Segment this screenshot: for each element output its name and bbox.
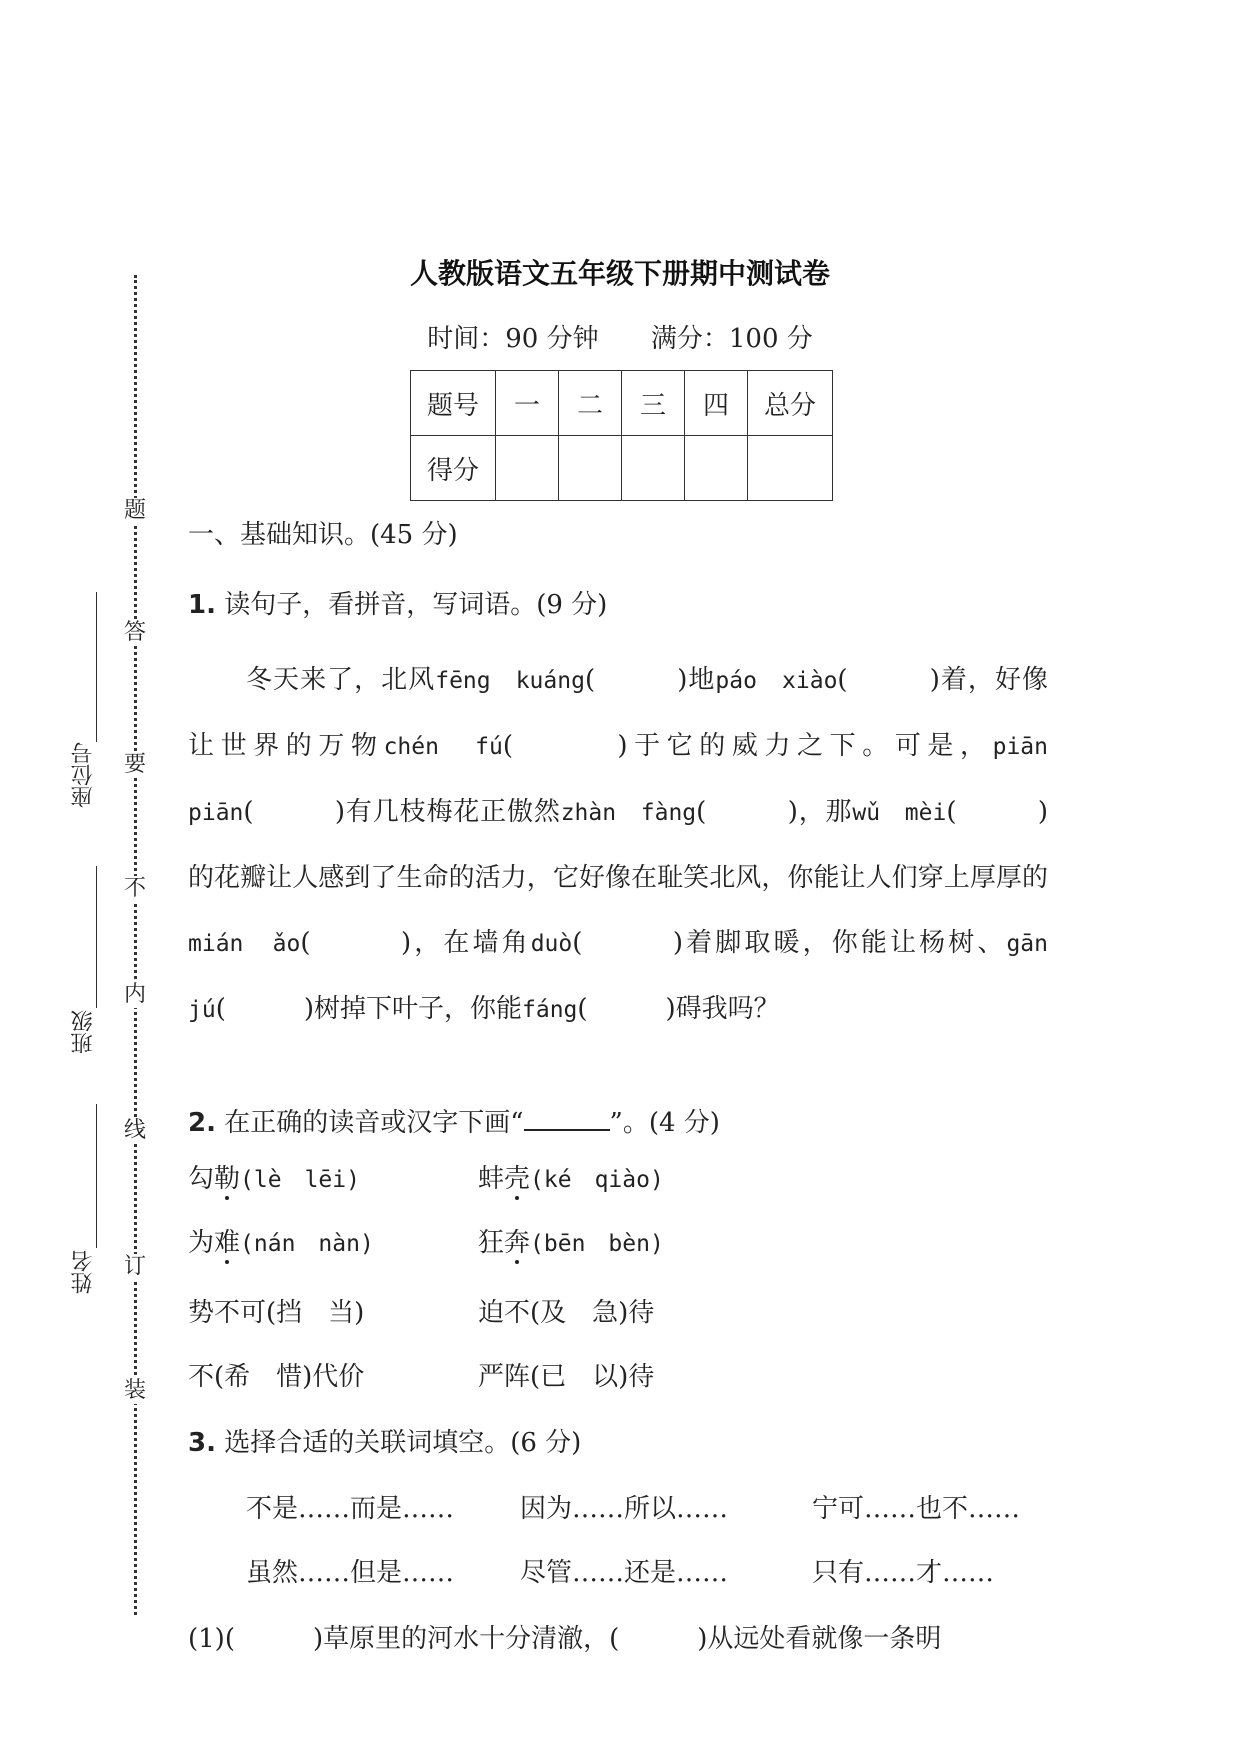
seat-number-field[interactable] [96, 592, 97, 742]
item-char: 为 [188, 1228, 215, 1258]
pinyin: chén fú [383, 734, 503, 760]
class-label: 班级 [71, 1010, 96, 1054]
conjunction-option: 宁可……也不…… [812, 1494, 1021, 1524]
header-cell: 题号 [411, 371, 496, 436]
conjunction-option: 不是……而是…… [246, 1494, 455, 1524]
pinyin: wǔ mèi [852, 800, 947, 826]
answer-blank[interactable]: ( )的花瓣让人感到了生命的活力，它好像在耻笑北风，你能让人们穿上厚厚的 [188, 797, 1048, 893]
score-cell[interactable] [496, 436, 559, 501]
seal-char: 要 [123, 752, 146, 777]
dotted-char: 壳 [504, 1164, 531, 1194]
pinyin-options: (ké qiào) [530, 1167, 664, 1193]
pinyin: fēng kuáng [435, 668, 585, 694]
dotted-char: 勒 [214, 1164, 241, 1194]
item-char: 勾 [188, 1164, 215, 1194]
answer-blank[interactable]: ( )，在墙角 [300, 928, 531, 958]
seal-char: 装 [123, 1378, 146, 1403]
score-table-score-row [411, 436, 833, 501]
pinyin: piān piān [188, 734, 1071, 826]
seal-char: 不 [123, 876, 146, 901]
passage-text: 好像让世界的万物 [188, 665, 1048, 761]
header-cell: 一 [496, 371, 559, 436]
seal-char: 线 [123, 1118, 146, 1143]
name-field[interactable] [96, 1104, 97, 1248]
score-cell[interactable] [748, 436, 833, 501]
underline-sample [524, 1107, 610, 1131]
answer-blank[interactable]: ( )，那 [696, 797, 853, 827]
question-text: 读句子，看拼音，写词语。(9 分) [224, 590, 608, 620]
passage-text: 冬天来了，北风 [246, 665, 436, 695]
question-number: 2. [188, 1108, 216, 1138]
pinyin-options: (nán nàn) [240, 1231, 374, 1257]
answer-blank[interactable]: ( )碍我吗？ [577, 994, 780, 1024]
pinyin: mián ǎo [188, 931, 301, 957]
score-cell[interactable] [685, 436, 748, 501]
q2-item[interactable] [478, 1158, 664, 1195]
seal-char: 订 [123, 1254, 146, 1279]
question-number: 1. [188, 590, 216, 620]
question-text: 选择合适的关联词填空。(6 分) [224, 1428, 582, 1458]
pinyin: fáng [522, 997, 578, 1023]
answer-blank[interactable]: ( )着脚取暖，你能让杨树、 [572, 928, 1007, 958]
dotted-char: 难 [214, 1228, 241, 1258]
seal-char: 内 [123, 982, 146, 1007]
answer-blank[interactable]: ( )于它的威力之下。可是， [502, 731, 993, 761]
answer-blank[interactable]: ( )树掉下叶子，你能 [215, 994, 522, 1024]
q2-item[interactable] [478, 1222, 664, 1259]
full-score: 满分：100 分 [650, 324, 813, 354]
q2-item[interactable]: 不(希 惜)代价 [188, 1362, 365, 1392]
header-cell: 四 [685, 371, 748, 436]
conjunction-option: 尽管……还是…… [520, 1558, 729, 1588]
seal-char: 题 [123, 498, 146, 523]
score-cell[interactable] [559, 436, 622, 501]
pinyin-options: (lè lēi) [240, 1167, 360, 1193]
question-1 [188, 584, 607, 621]
pinyin: páo xiào [715, 668, 838, 694]
item-char: 蚌 [478, 1164, 505, 1194]
header-cell: 三 [622, 371, 685, 436]
dotted-char: 奔 [504, 1228, 531, 1258]
seal-char: 答 [123, 620, 146, 645]
question-text: ”。(4 分) [609, 1108, 720, 1138]
answer-blank[interactable]: ( )着， [837, 665, 995, 695]
q2-item[interactable]: 迫不(及 急)待 [478, 1298, 655, 1328]
conjunction-option: 只有……才…… [812, 1558, 995, 1588]
score-table [410, 370, 833, 501]
section-heading: 一、基础知识。(45 分) [188, 520, 458, 550]
name-label: 姓名 [71, 1250, 96, 1294]
question-2 [188, 1102, 720, 1139]
q2-item[interactable] [188, 1158, 360, 1195]
q3-sentence-1[interactable]: (1)( )草原里的河水十分清澈，( )从远处看就像一条明 [188, 1624, 942, 1654]
conjunction-option: 虽然……但是…… [246, 1558, 455, 1588]
q2-item[interactable]: 势不可(挡 当) [188, 1298, 365, 1328]
header-cell: 二 [559, 371, 622, 436]
pinyin: zhàn fàng [560, 800, 697, 826]
page-title: 人教版语文五年级下册期中测试卷 [409, 257, 830, 290]
pinyin: gān jú [188, 931, 1071, 1023]
question-3 [188, 1422, 581, 1459]
exam-meta [0, 318, 1240, 355]
time-limit: 时间：90 分钟 [427, 324, 599, 354]
header-cell: 总分 [748, 371, 833, 436]
pinyin-options: (bēn bèn) [530, 1231, 664, 1257]
score-row-label: 得分 [411, 436, 496, 501]
score-cell[interactable] [622, 436, 685, 501]
seat-number-label: 座位号 [71, 742, 96, 808]
q1-passage [188, 648, 1071, 1043]
question-text: 在正确的读音或汉字下画“ [224, 1108, 524, 1138]
item-char: 狂 [478, 1228, 505, 1258]
q2-item[interactable] [188, 1222, 374, 1259]
answer-blank[interactable]: ( )地 [584, 665, 716, 695]
q2-item[interactable]: 严阵(已 以)待 [478, 1362, 655, 1392]
question-number: 3. [188, 1428, 216, 1458]
score-table-header-row [411, 371, 833, 436]
conjunction-option: 因为……所以…… [520, 1494, 729, 1524]
class-field[interactable] [96, 866, 97, 1008]
answer-blank[interactable]: ( )有几枝梅花正傲然 [243, 797, 561, 827]
pinyin: duò [530, 931, 573, 957]
binding-dotted-line [134, 275, 137, 1615]
